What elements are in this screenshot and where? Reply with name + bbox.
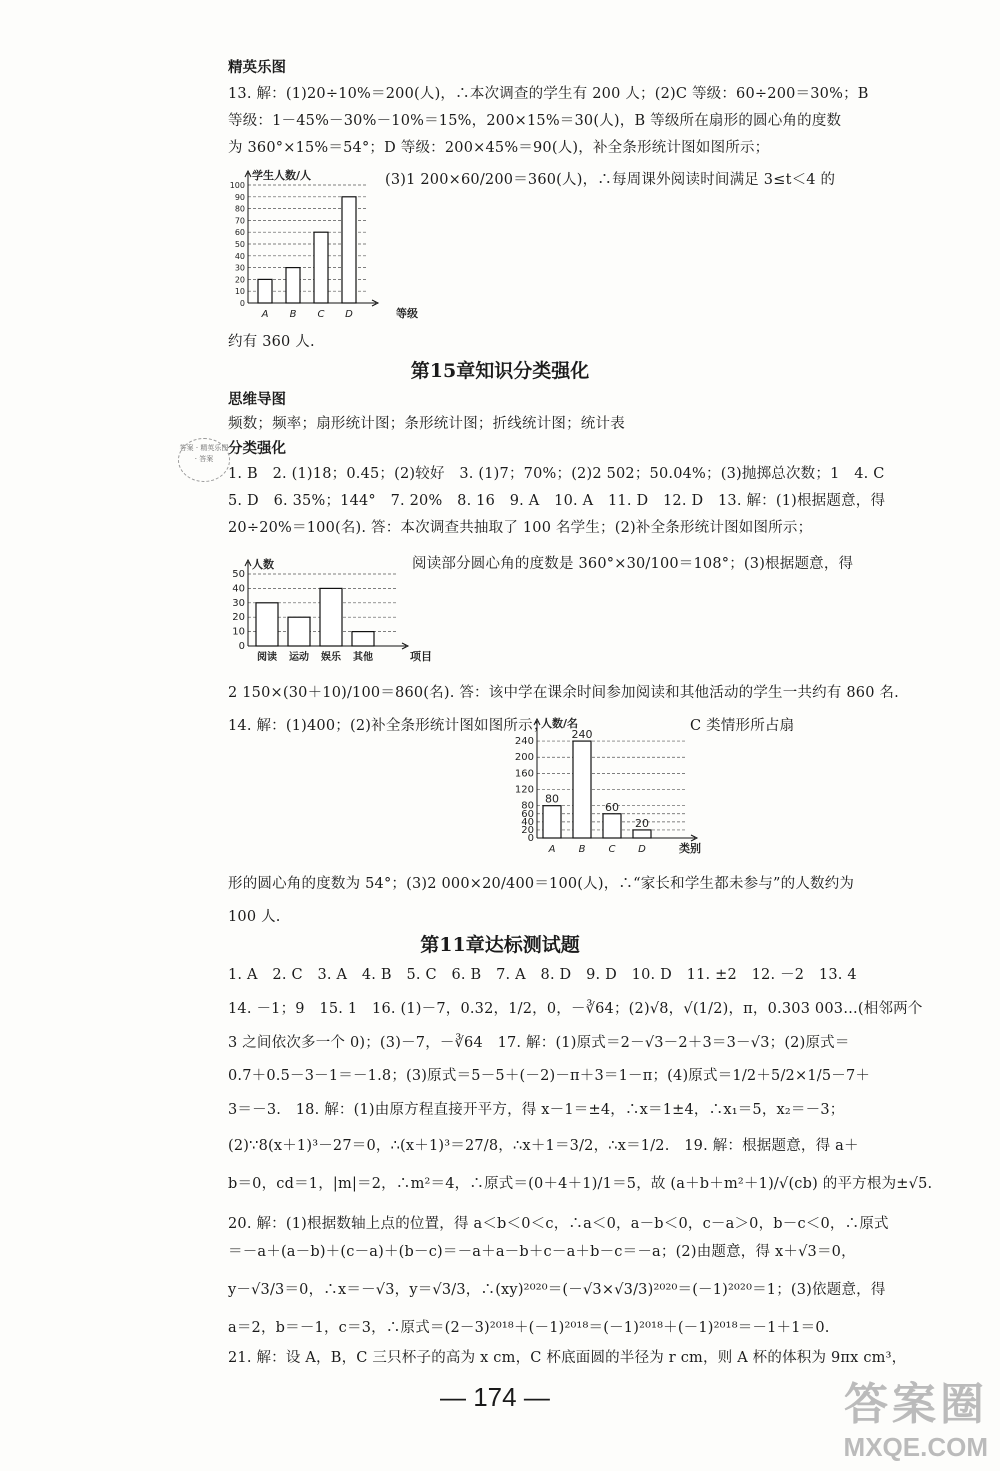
y-tick-label: 90 — [234, 192, 245, 202]
y-tick-label: 50 — [232, 569, 245, 580]
data-label: 80 — [545, 792, 559, 806]
bar — [573, 741, 591, 838]
text-line: 14. 解：(1)400；(2)补全条形统计图如图所示； — [228, 718, 548, 734]
bar — [256, 603, 278, 646]
bar — [286, 268, 300, 303]
y-tick-label: 0 — [239, 299, 245, 308]
stamp-seal: 答案 · 精英乐图 · 答案 — [178, 438, 230, 482]
y-tick-label: 0 — [527, 833, 534, 844]
y-tick-label: 0 — [238, 641, 245, 652]
y-tick-label: 10 — [232, 626, 245, 638]
y-axis-label: 人数 — [252, 558, 274, 571]
y-tick-label: 60 — [521, 808, 534, 820]
y-tick-label: 20 — [234, 275, 245, 285]
data-label: 20 — [635, 816, 649, 830]
watermark — [844, 1368, 988, 1463]
text-line: 14. －1；9 15. 1 16. (1)－7，0.32，1/2，0，－∛64；(2)√8，√(1/2)，π，0.303 003…(相邻两个 — [228, 1001, 923, 1017]
y-tick-label: 30 — [234, 263, 245, 273]
section-jingying: 精英乐图 — [228, 60, 286, 76]
y-tick-label: 80 — [234, 204, 245, 214]
text-line: 约有 360 人. — [228, 334, 315, 350]
section-siwei: 思维导图 — [228, 392, 286, 408]
chapter-11-heading: 第11章达标测试题 — [420, 934, 580, 956]
bar — [543, 806, 561, 838]
y-tick-label: 20 — [521, 824, 534, 836]
x-tick-label: 阅读 — [257, 652, 277, 663]
x-tick-label: D — [638, 844, 646, 855]
text-line: (3)1 200×60/200＝360(人)，∴每周课外阅读时间满足 3≤t＜4 的 — [385, 172, 836, 188]
x-tick-label: A — [261, 309, 269, 320]
section-fenlei: 分类强化 — [228, 441, 286, 457]
text-line: 13. 解：(1)20÷10%＝200(人)，∴本次调查的学生有 200 人；(2)C 等级：60÷200＝30%；B — [228, 86, 869, 102]
text-line: b＝0，cd＝1，|m|＝2，∴m²＝4，∴原式＝(0＋4＋1)/1＝5，故 (a＋b＋m²＋1)/√(cb) 的平方根为±√5. — [228, 1176, 933, 1192]
y-tick-label: 40 — [232, 583, 245, 595]
x-axis-label: 项目 — [410, 650, 432, 663]
text-line: 为 360°×15%＝54°；D 等级：200×45%＝90(人)，补全条形统计图如图所示； — [228, 140, 770, 156]
bar — [258, 279, 272, 303]
text-line: 阅读部分圆心角的度数是 360°×30/100＝108°；(3)根据题意，得 — [412, 556, 854, 572]
text-line: 3 之间依次多一个 0)；(3)－7，－∛64 17. 解：(1)原式＝2－√3－2＋3＝3－√3；(2)原式＝ — [228, 1035, 850, 1051]
x-axis-label: 类别 — [679, 842, 701, 855]
x-tick-label: C — [608, 844, 616, 855]
y-tick-label: 20 — [232, 612, 245, 624]
watermark-main: 答案圈 — [844, 1380, 988, 1429]
x-tick-label: 其他 — [353, 652, 373, 663]
bar-chart-activity — [224, 548, 432, 666]
x-axis-label: 等级 — [396, 307, 418, 320]
text-line: 5. D 6. 35%；144° 7. 20% 8. 16 9. A 10. A 11. D 12. D 13. 解：(1)根据题意，得 — [228, 493, 886, 509]
y-tick-label: 80 — [521, 800, 534, 812]
bar — [342, 197, 356, 303]
y-tick-label: 240 — [514, 736, 534, 748]
y-tick-label: 160 — [514, 768, 534, 780]
text-line: 21. 解：设 A，B，C 三只杯子的高为 x cm，C 杯底面圆的半径为 r cm，则 A 杯的体积为 9πx cm³， — [228, 1350, 907, 1366]
y-tick-label: 70 — [234, 216, 245, 226]
text-line: 1. A 2. C 3. A 4. B 5. C 6. B 7. A 8. D 9. D 10. D 11. ±2 12. －2 13. 4 — [228, 967, 857, 983]
text-line: C 类情形所占扇 — [690, 718, 795, 734]
watermark-sub: MXQE.COM — [843, 1432, 988, 1462]
bar — [288, 617, 310, 646]
text-line: 2 150×(30＋10)/100＝860(名). 答：该中学在课余时间参加阅读和其他活动的学生一共约有 860 名. — [228, 685, 899, 701]
x-tick-label: 运动 — [289, 652, 309, 663]
bar — [352, 632, 374, 646]
y-tick-label: 200 — [514, 752, 534, 764]
y-tick-label: 30 — [232, 597, 245, 609]
x-tick-label: A — [548, 844, 556, 855]
text-line: ＝－a＋(a－b)＋(c－a)＋(b－c)＝－a＋a－b＋c－a＋b－c＝－a；(2)由题意，得 x＋√3＝0， — [228, 1244, 856, 1260]
bar — [633, 830, 651, 838]
data-label: 240 — [571, 728, 593, 742]
y-tick-label: 100 — [229, 181, 245, 190]
y-tick-label: 50 — [234, 240, 245, 249]
text-line: 频数；频率；扇形统计图；条形统计图；折线统计图；统计表 — [228, 416, 625, 432]
bar — [320, 588, 342, 646]
text-line: 20. 解：(1)根据数轴上点的位置，得 a＜b＜0＜c，∴a＜0，a－b＜0，c－a＞0，b－c＜0，∴原式 — [228, 1216, 889, 1232]
x-tick-label: 娱乐 — [321, 652, 341, 663]
text-line: 20÷20%＝100(名). 答：本次调查共抽取了 100 名学生；(2)补全条形统计图如图所示； — [228, 520, 813, 536]
bar-chart-grade — [226, 163, 418, 323]
x-tick-label: B — [289, 309, 297, 320]
text-line: 100 人. — [228, 909, 281, 925]
text-line: y－√3/3＝0，∴x＝－√3，y＝√3/3，∴(xy)²⁰²⁰＝(－√3×√3/3)²⁰²⁰＝(－1)²⁰²⁰＝1；(3)依题意，得 — [228, 1282, 886, 1298]
x-tick-label: C — [317, 309, 325, 320]
x-tick-label: B — [578, 844, 586, 855]
chapter-15-heading: 第15章知识分类强化 — [410, 360, 590, 382]
y-tick-label: 120 — [514, 784, 534, 796]
text-line: a＝2，b＝－1，c＝3，∴原式＝(2－3)²⁰¹⁸＋(－1)²⁰¹⁸＝(－1)²⁰¹⁸＋(－1)²⁰¹⁸＝－1＋1＝0. — [228, 1320, 830, 1336]
y-tick-label: 40 — [234, 251, 245, 261]
text-line: 1. B 2. (1)18；0.45；(2)较好 3. (1)7；70%；(2)2 502；50.04%；(3)抛掷总次数；1 4. C — [228, 466, 885, 482]
text-line: 形的圆心角的度数为 54°；(3)2 000×20/400＝100(人)，∴“家长和学生都未参与”的人数约为 — [228, 876, 855, 892]
text-line: 0.7＋0.5－3－1＝－1.8；(3)原式＝5－5＋(－2)－π＋3＝1－π；(4)原式＝1/2＋5/2×1/5－7＋ — [228, 1068, 871, 1084]
y-tick-label: 60 — [234, 228, 245, 238]
y-tick-label: 10 — [234, 287, 245, 297]
text-line: 等级：1－45%－30%－10%＝15%，200×15%＝30(人)，B 等级所在扇形的圆心角的度数 — [228, 113, 842, 129]
bar-chart-category — [505, 712, 701, 862]
y-axis-label: 学生人数/人 — [252, 169, 312, 182]
page-number: — 174 — — [440, 1382, 550, 1412]
bar — [314, 232, 328, 303]
bar — [603, 814, 621, 838]
x-tick-label: D — [345, 309, 353, 320]
y-tick-label: 40 — [521, 816, 534, 828]
text-line: 3＝－3. 18. 解：(1)由原方程直接开平方，得 x－1＝±4，∴x＝1±4，∴x₁＝5，x₂＝－3； — [228, 1102, 845, 1118]
data-label: 60 — [605, 800, 619, 814]
y-axis-label: 人数/名 — [541, 717, 579, 730]
text-line: (2)∵8(x＋1)³－27＝0，∴(x＋1)³＝27/8，∴x＋1＝3/2，∴x＝1/2. 19. 解：根据题意，得 a＋ — [228, 1138, 859, 1154]
